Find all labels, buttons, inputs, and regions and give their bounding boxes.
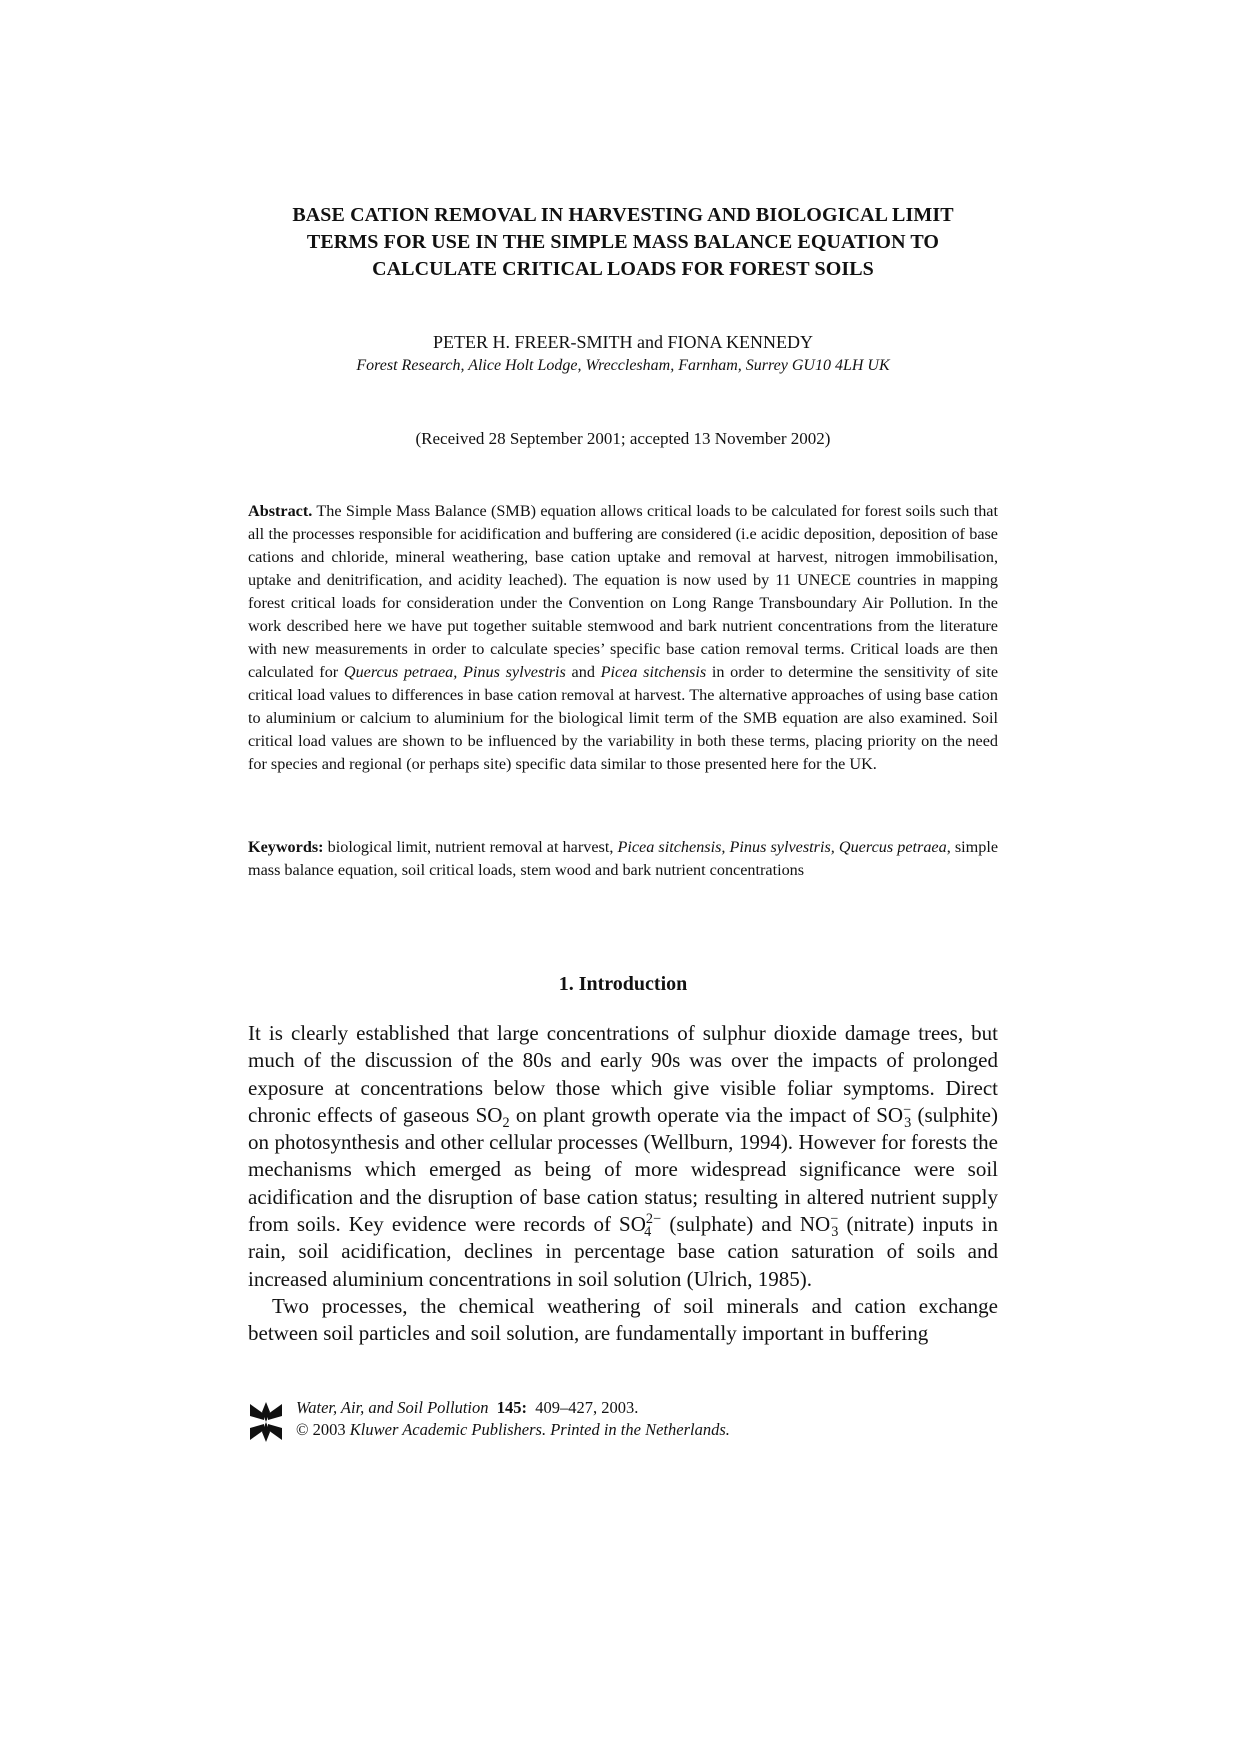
intro-text: (sulphite) on photosynthesis and other cellular processes (Wellburn, 1994). However for forests the mechanisms which emerged as being of more widespread significance were soil acidification and the disruption of base cation status; resulting in altered nutrient supply from soils. Key evidence were records of SO [248, 1102, 998, 1237]
journal-pages: 409–427, 2003. [535, 1398, 639, 1417]
publisher-logo-icon [248, 1400, 284, 1444]
abstract-text-1: The Simple Mass Balance (SMB) equation allows critical loads to be calculated for forest soils such that all the processes responsible for acidification and buffering are considered (i.e acidic deposition, deposition of base cations and chloride, mineral weathering, base cation uptake and removal at harvest, nitrogen immobilisation, uptake and denitrification, and acidity leached). The equation is now used by 11 UNECE countries in mapping forest critical loads for consideration under the Convention on Long Range Transboundary Air Pollution. In the work described here we have put together suitable stemwood and bark nutrient concentrations from the literature with new measurements in order to calculate species’ specific base cation removal terms. Critical loads are then calculated for [248, 502, 998, 681]
journal-footer [248, 1400, 998, 1450]
keywords-text-2: , simple mass balance equation, soil critical loads, stem wood and bark nutrient concentrations [248, 838, 999, 879]
section-heading-introduction: 1. Introduction [558, 973, 688, 995]
keywords [248, 836, 998, 882]
journal-volume: 145: [496, 1398, 528, 1417]
copyright-year: © 2003 [296, 1420, 346, 1439]
publisher-name: Kluwer Academic Publishers. Printed in the Netherlands. [349, 1420, 730, 1439]
superscript: − [830, 1211, 839, 1228]
title-line-1: BASE CATION REMOVAL IN HARVESTING AND BIOLOGICAL LIMIT [292, 204, 954, 226]
title-line-2: TERMS FOR USE IN THE SIMPLE MASS BALANCE EQUATION TO [306, 231, 940, 253]
keywords-species: Picea sitchensis, Pinus sylvestris, Quercus petraea [617, 838, 947, 856]
abstract-species-2: Picea sitchensis [600, 663, 707, 681]
subscript: 3 [904, 1115, 912, 1132]
abstract-species-1: Quercus petraea, Pinus sylvestris [343, 663, 566, 681]
superscript: − [903, 1101, 912, 1118]
footer-copyright [296, 1419, 730, 1441]
subscript: 4 [644, 1224, 652, 1241]
abstract [248, 500, 998, 776]
intro-paragraph-2: Two processes, the chemical weathering of soil minerals and cation exchange between soil particles and soil solution, are fundamentally important in buffering [248, 1293, 998, 1346]
footer-citation [296, 1397, 730, 1419]
title-line-3: CALCULATE CRITICAL LOADS FOR FOREST SOILS [372, 258, 874, 280]
footer-text [296, 1397, 730, 1441]
journal-name: Water, Air, and Soil Pollution [296, 1398, 489, 1417]
subscript: 3 [831, 1224, 839, 1241]
abstract-text-2: in order to determine the sensitivity of site critical load values to differences in base cation removal at harvest. The alternative approaches of using base cation to aluminium or calcium to aluminium for the biological limit term of the SMB equation are also examined. Soil critical load values are shown to be influenced by the variability in both these terms, placing priority on the need for species and regional (or perhaps site) specific data similar to those presented here for the UK. [248, 663, 999, 773]
superscript: 2− [645, 1211, 662, 1228]
intro-text: It is clearly established that large concentrations of sulphur dioxide damage trees, but much of the discussion of the 80s and early 90s was over the impacts of prolonged exposure at concentrations below those which give visible foliar symptoms. Direct chronic effects of gaseous SO [248, 1021, 998, 1127]
intro-text: (sulphate) and NO [661, 1212, 831, 1237]
authors: PETER H. FREER-SMITH and FIONA KENNEDY [433, 332, 813, 352]
intro-text: on plant growth operate via the impact of SO [509, 1102, 904, 1127]
abstract-and: and [571, 663, 595, 681]
abstract-label: Abstract. [248, 502, 313, 520]
received-dates: (Received 28 September 2001; accepted 13 November 2002) [415, 429, 831, 448]
introduction-body [248, 1020, 998, 1348]
keywords-label: Keywords: [248, 838, 324, 856]
intro-text: (nitrate) inputs in rain, soil acidification, declines in percentage base cation saturation of soils and increased aluminium concentrations in soil solution (Ulrich, 1985). [248, 1212, 998, 1291]
intro-paragraph-1 [248, 1020, 998, 1293]
subscript: 2 [502, 1115, 510, 1132]
paper-title [248, 202, 998, 283]
affiliation: Forest Research, Alice Holt Lodge, Wrecclesham, Farnham, Surrey GU10 4LH UK [356, 357, 890, 374]
keywords-text-1: biological limit, nutrient removal at harvest, [327, 838, 614, 856]
